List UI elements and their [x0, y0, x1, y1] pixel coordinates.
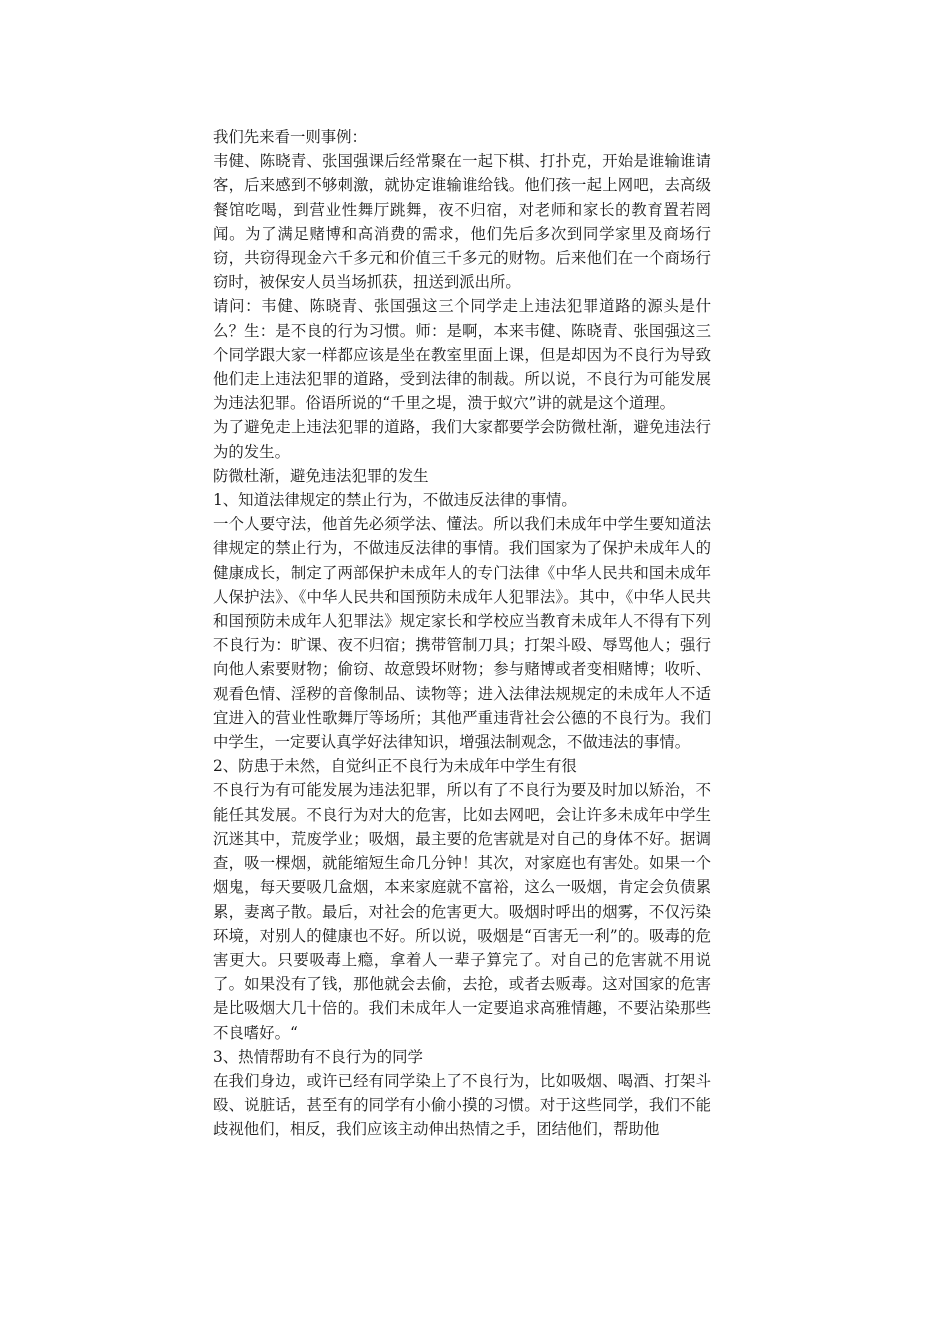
intro-line: 我们先来看一则事例：: [213, 128, 367, 146]
point-3-heading: 3、热情帮助有不良行为的同学: [213, 1047, 423, 1066]
transition-paragraph: 为了避免走上违法犯罪的道路，我们大家都要学会防微杜渐，避免违法行为的发生。: [213, 418, 711, 461]
question-dialogue-paragraph: 请问：韦健、陈晓青、张国强这三个同学走上违法犯罪道路的源头是什么？生：是不良的行为习惯。师：是啊，本来韦健、陈晓青、张国强这三个同学跟大家一样都应该是坐在教室里面上课，但是却因为不良行为导致他们走上违法犯罪的道路，受到法律的制裁。所以说，不良行为可能发展为违法犯罪。俗语所说的“千里之堤，溃于蚁穴”讲的就是这个道理。: [213, 297, 711, 413]
point-2-body: 不良行为有可能发展为违法犯罪，所以有了不良行为要及时加以矫治，不能任其发展。不良行为对大的危害，比如去网吧，会让许多未成年中学生沉迷其中，荒废学业；吸烟，最主要的危害就是对自己的身体不好。据调查，吸一棵烟，就能缩短生命几分钟！其次，对家庭也有害处。如果一个烟鬼，每天要吸几盒烟，本来家庭就不富裕，这么一吸烟，肯定会负债累累，妻离子散。最后，对社会的危害更大。吸烟时呼出的烟雾，不仅污染环境，对别人的健康也不好。所以说，吸烟是“百害无一利”的。吸毒的危害更大。只要吸毒上瘾，拿着人一辈子算完了。对自己的危害就不用说了。如果没有了钱，那他就会去偷，去抢，或者去贩毒。这对国家的危害是比吸烟大几十倍的。我们未成年人一定要追求高雅情趣，不要沾染那些不良嗜好。“: [213, 781, 711, 1042]
point-1-body: 一个人要守法，他首先必须学法、懂法。所以我们未成年中学生要知道法律规定的禁止行为，不做违反法律的事情。我们国家为了保护未成年人的健康成长，制定了两部保护未成年人的专门法律《中华人民共和国未成年人保护法》、《中华人民共和国预防未成年人犯罪法》。其中，《中华人民共和国预防未成年人犯罪法》规定家长和学校应当教育未成年人不得有下列不良行为：旷课、夜不归宿；携带管制刀具；打架斗殴、辱骂他人；强行向他人索要财物；偷窃、故意毁坏财物；参与赌博或者变相赌博；收听、观看色情、淫秽的音像制品、读物等；进入法律法规规定的未成年人不适宜进入的营业性歌舞厅等场所；其他严重违背社会公德的不良行为。我们中学生，一定要认真学好法律知识，增强法制观念，不做违法的事情。: [213, 515, 711, 752]
point-1-heading: 1、知道法律规定的禁止行为，不做违反法律的事情。: [213, 491, 577, 510]
case-story-paragraph: 韦健、陈晓青、张国强课后经常聚在一起下棋、打扑克，开始是谁输谁请客，后来感到不够刺激，就协定谁输谁给钱。他们孩一起上网吧，去高级餐馆吃喝，到营业性舞厅跳舞，夜不归宿，对老师和家长的教育置若罔闻。为了满足赌博和高消费的需求，他们先后多次到同学家里及商场行窃，共窃得现金六千多元和价值三千多元的财物。后来他们在一个商场行窃时，被保安人员当场抓获，扭送到派出所。: [213, 152, 711, 292]
point-2-heading: 2、防患于未然，自觉纠正不良行为未成年中学生有很: [213, 757, 577, 776]
section-title: 防微杜渐，避免违法犯罪的发生: [213, 466, 429, 485]
point-3-body: 在我们身边，或许已经有同学染上了不良行为，比如吸烟、喝酒、打架斗殴、说脏话，甚至有的同学有小偷小摸的习惯。对于这些同学，我们不能歧视他们，相反，我们应该主动伸出热情之手，团结他们，帮助他: [213, 1071, 711, 1139]
document-page: [213, 125, 711, 1142]
